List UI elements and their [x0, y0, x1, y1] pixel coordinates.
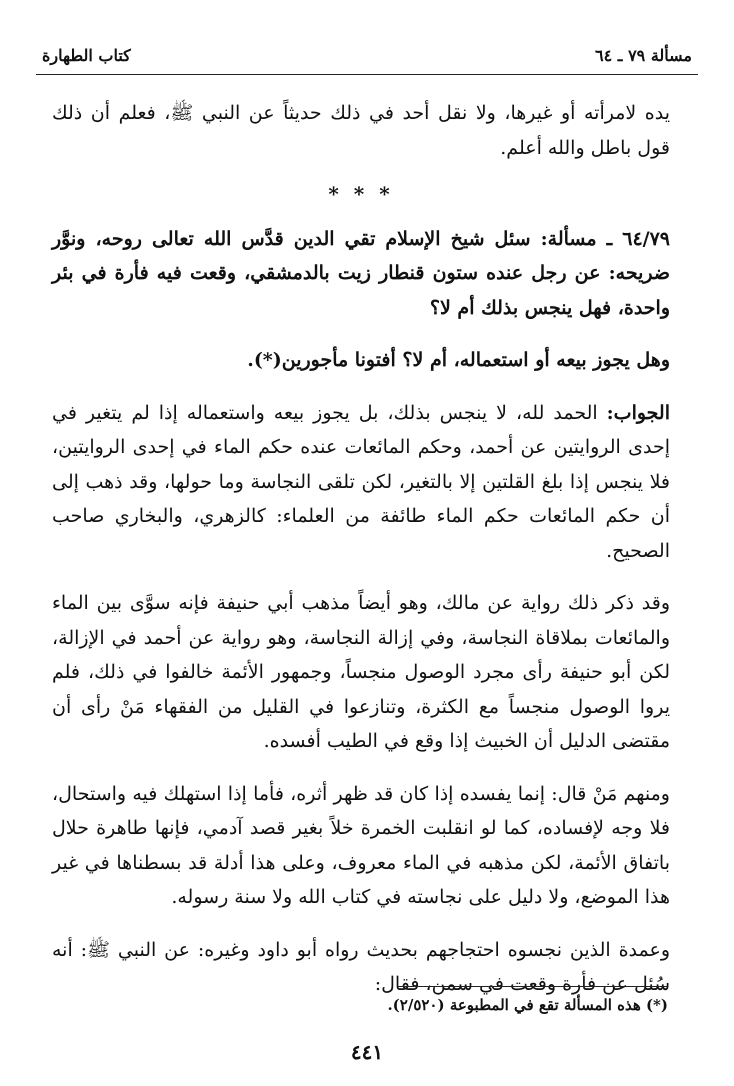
page-number: ٤٤١ [350, 1040, 384, 1064]
footnote: (*) هذه المسألة تقع في المطبوعة (٢/٥٢٠). [387, 996, 668, 1014]
paragraph-umda: وعمدة الذين نجسوه احتجاجهم بحديث رواه أبو داود وغيره: عن النبي ﷺ: أنه سُئل عن فأرة وقعت في سمن، فقال: [52, 938, 670, 995]
answer-text: الحمد لله، لا ينجس بذلك، بل يجوز بيعه واستعماله إذا لم يتغير في إحدى الروايتين عن أحمد، وحكم المائعات عنده حكم الماء في إحدى الروايتين، فلا ينجس إذا بلغ القلتين إلا بالتغير، لكن تلقى النجاسة وما حولها، وقد ذهب إلى أن حكم المائعات حكم الماء طائفة من العلماء: كالزهري، والبخاري صاحب الصحيح. [52, 401, 670, 562]
running-header [36, 40, 698, 75]
issue-range: مسألة ٧٩ ـ ٦٤ [595, 46, 692, 65]
answer-label: الجواب: [606, 401, 670, 424]
question-paragraph [52, 222, 670, 326]
page-body [52, 96, 670, 1002]
question-heading: ٦٤/٧٩ ـ مسألة: سئل شيخ الإسلام تقي الدين قدَّس الله تعالى روحه، ونوَّر ضريحه: [52, 227, 670, 284]
paragraph-continuation: يده لامرأته أو غيرها، ولا نقل أحد في ذلك حديثاً عن النبي ﷺ، فعلم أن ذلك قول باطل والله أعلم. [52, 102, 670, 159]
paragraph-minhum: ومنهم مَنْ قال: إنما يفسده إذا كان قد ظهر أثره، فأما إذا استهلك فيه واستحال، فلا وجه لإفساده، كما لو انقلبت الخمرة خلاً بغير قصد آدمي، فإنها طاهرة حلال باتفاق الأئمة، لكن مذهبه في الماء معروف، وعلى هذا أدلة قد بسطناها في غير هذا الموضع، ولا دليل على نجاسته في كتاب الله ولا سنة رسوله. [52, 782, 670, 908]
answer-paragraph [52, 396, 670, 569]
footnote-rule [398, 986, 668, 987]
section-separator: * * * [328, 182, 394, 206]
book-title: كتاب الطهارة [42, 46, 131, 65]
question-followup: وهل يجوز بيعه أو استعماله، أم لا؟ أفتونا مأجورين(*). [247, 349, 670, 371]
paragraph-malik: وقد ذكر ذلك رواية عن مالك، وهو أيضاً مذهب أبي حنيفة فإنه سوَّى بين الماء والمائعات بملاقاة النجاسة، وفي إزالة النجاسة، وهو رواية عن أحمد في الإزالة، لكن أبو حنيفة رأى مجرد الوصول منجساً، وجمهور الأئمة خالفوا في ذلك، فلم يروا الوصول منجساً مع الكثرة، وتنازعوا في القليل من الفقهاء مَنْ رأى أن مقتضى الدليل أن الخبيث إذا وقع في الطيب أفسده. [52, 592, 670, 752]
question-text: عن رجل عنده ستون قنطار زيت بالدمشقي، وقعت فيه فأرة في بئر واحدة، فهل ينجس بذلك أم لا؟ [52, 262, 670, 319]
